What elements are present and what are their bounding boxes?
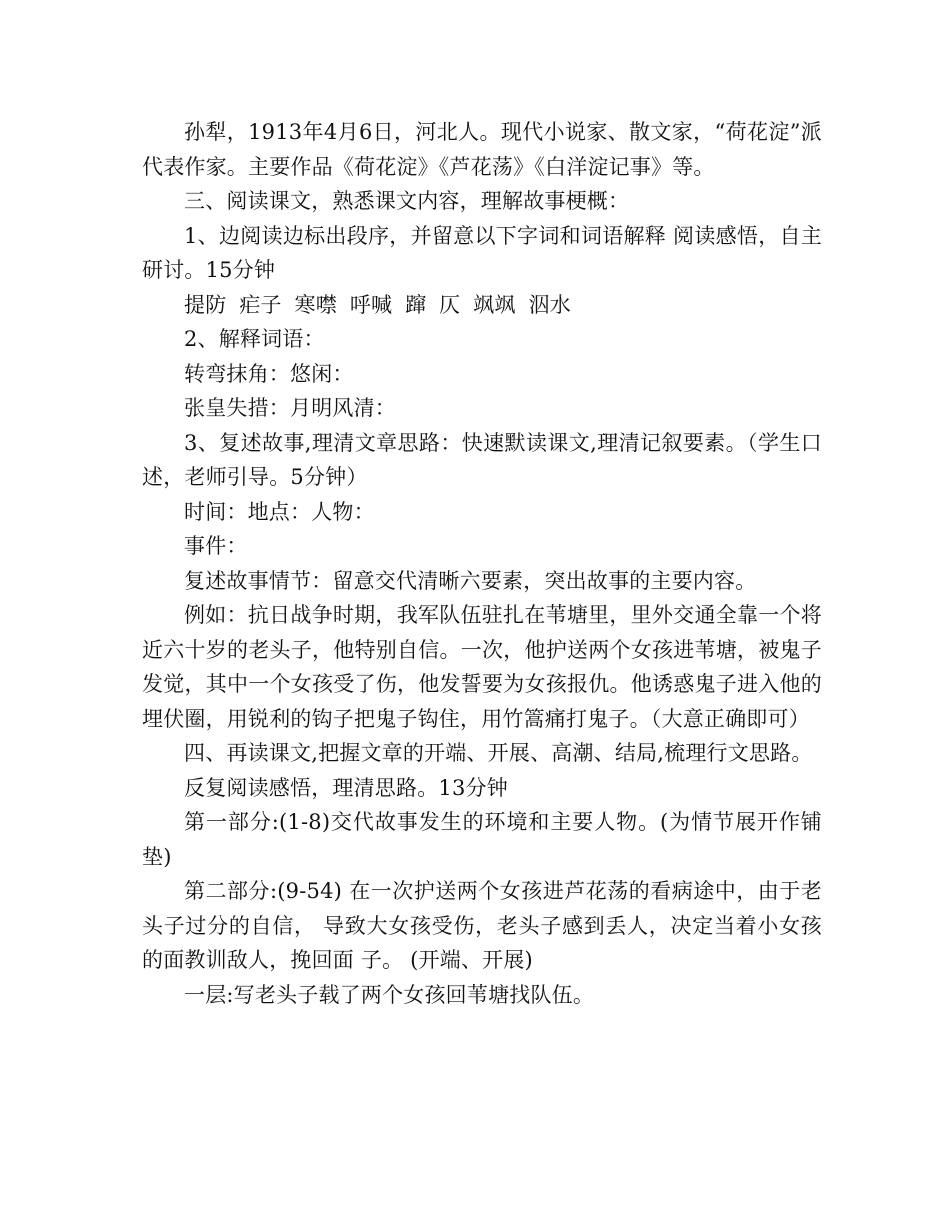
part-one-paragraph: 第一部分:(1-8)交代故事发生的环境和主要人物。(为情节展开作铺垫) — [142, 810, 822, 869]
layer-one-paragraph: 一层:写老头子载了两个女孩回苇塘找队伍。 — [184, 982, 595, 1007]
word-pair-two: 张皇失措：月明风清： — [184, 396, 396, 420]
vocabulary-list: 提防 疟子 寒噤 呼喊 蹿 仄 飒飒 泅水 — [184, 292, 571, 317]
document-page — [142, 115, 822, 1012]
task-one-paragraph: 1、边阅读边标出段序，并留意以下字词和词语解释 阅读感悟，自主研讨。15分钟 — [142, 223, 822, 282]
retell-instruction: 复述故事情节：留意交代清晰六要素，突出故事的主要内容。 — [184, 568, 757, 593]
section-three-heading: 三、阅读课文，熟悉课文内容，理解故事梗概： — [184, 189, 630, 213]
task-two-heading: 2、解释词语： — [184, 327, 325, 351]
author-intro-paragraph: 孙犁，1913年4月6日，河北人。现代小说家、散文家，“荷花淀”派代表作家。主要作品《荷花淀》《芦花荡》《白洋淀记事》等。 — [142, 120, 822, 179]
word-pair-one: 转弯抹角：悠闲： — [184, 361, 354, 386]
example-paragraph: 例如：抗日战争时期，我军队伍驻扎在苇塘里，里外交通全靠一个将近六十岁的老头子，他特别自信。一次，他护送两个女孩进苇塘，被鬼子发觉，其中一个女孩受了伤，他发誓要为女孩报仇。他诱惑鬼子进入他的埋伏圈，用锐利的钩子把鬼子钩住，用竹篙痛打鬼子。（大意正确即可） — [142, 603, 822, 731]
part-two-paragraph: 第二部分:(9-54) 在一次护送两个女孩进芦花荡的看病途中，由于老头子过分的自信， 导致大女孩受伤，老头子感到丢人，决定当着小女孩的面教训敌人，挽回面 子。 (开端、开展) — [142, 879, 822, 972]
reading-instruction: 反复阅读感悟，理清思路。13分钟 — [184, 775, 508, 800]
elements-line: 时间：地点：人物： — [184, 499, 375, 524]
task-three-paragraph: 3、复述故事,理清文章思路：快速默读课文,理清记叙要素。（学生口述，老师引导。5分钟） — [142, 430, 822, 489]
section-four-heading: 四、再读课文,把握文章的开端、开展、高潮、结局,梳理行文思路。 — [184, 741, 813, 765]
event-line: 事件： — [184, 534, 248, 558]
